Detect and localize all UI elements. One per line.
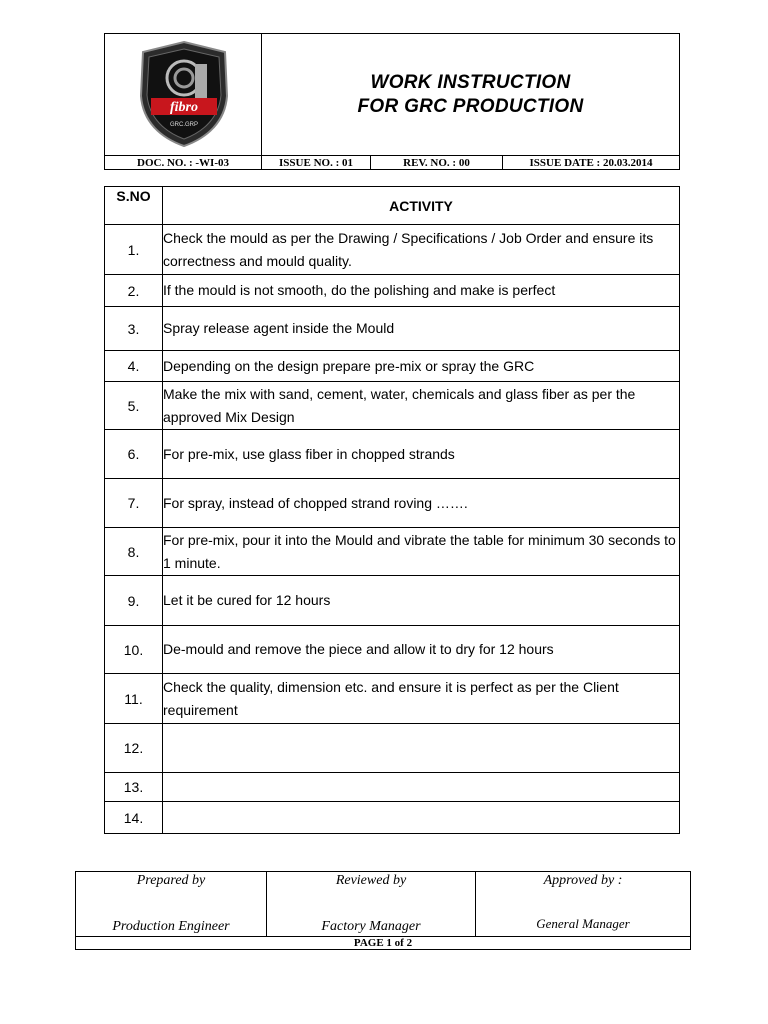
doc-no: DOC. NO. : -WI-03 (105, 156, 262, 170)
row-activity: Check the quality, dimension etc. and ensure it is perfect as per the Client requirement (163, 674, 680, 724)
row-number: 14. (105, 802, 163, 834)
logo-subtext: GRC.GRP (169, 122, 199, 128)
table-row (105, 307, 680, 351)
row-number: 5. (105, 382, 163, 430)
document-header (104, 33, 680, 170)
row-number: 6. (105, 430, 163, 479)
row-number: 4. (105, 351, 163, 382)
row-activity: For spray, instead of chopped strand roving ……. (163, 479, 680, 528)
row-number: 11. (105, 674, 163, 724)
activity-table (104, 186, 680, 834)
logo-text: fibro (170, 100, 198, 115)
fibro-logo (137, 40, 231, 148)
reviewed-label: Reviewed by (335, 873, 407, 888)
table-row (105, 626, 680, 674)
issue-no: ISSUE NO. : 01 (262, 156, 371, 170)
table-header-row (105, 187, 680, 225)
approved-label: Approved by : (543, 873, 623, 888)
table-row (105, 674, 680, 724)
row-number: 3. (105, 307, 163, 351)
table-row (105, 773, 680, 802)
prepared-cell (76, 872, 267, 936)
document-title-line1: WORK INSTRUCTION (370, 71, 571, 93)
row-activity: Make the mix with sand, cement, water, chemicals and glass fiber as per the approved Mix Design (163, 382, 680, 430)
reviewed-by: Factory Manager (321, 919, 421, 934)
row-number: 9. (105, 576, 163, 626)
row-activity: For pre-mix, pour it into the Mould and vibrate the table for minimum 30 seconds to 1 minute. (163, 528, 680, 576)
approved-by: General Manager (536, 916, 630, 931)
table-row (105, 225, 680, 275)
row-number: 8. (105, 528, 163, 576)
table-row (105, 576, 680, 626)
table-row (105, 351, 680, 382)
title-cell (262, 34, 679, 155)
row-activity (163, 773, 680, 802)
signoff-footer (75, 871, 691, 950)
table-row (105, 430, 680, 479)
approved-cell (476, 872, 690, 936)
row-activity (163, 724, 680, 773)
document-title-line2: FOR GRC PRODUCTION (357, 95, 584, 117)
issue-date: ISSUE DATE : 20.03.2014 (529, 157, 653, 169)
row-activity: Depending on the design prepare pre-mix or spray the GRC (163, 351, 680, 382)
table-row (105, 275, 680, 307)
prepared-by: Production Engineer (112, 919, 230, 934)
logo-cell (105, 34, 262, 155)
row-activity (163, 802, 680, 834)
table-row (105, 528, 680, 576)
row-activity: Check the mould as per the Drawing / Specifications / Job Order and ensure its correctness and mould quality. (163, 225, 680, 275)
rev-no: REV. NO. : 00 (371, 156, 503, 170)
row-number: 2. (105, 275, 163, 307)
table-row (105, 724, 680, 773)
row-activity: For pre-mix, use glass fiber in chopped strands (163, 430, 680, 479)
table-row (105, 479, 680, 528)
document-info-row (105, 155, 679, 170)
row-number: 12. (105, 724, 163, 773)
row-number: 13. (105, 773, 163, 802)
page-number: PAGE 1 of 2 (76, 936, 690, 950)
row-activity: Spray release agent inside the Mould (163, 307, 680, 351)
row-activity: Let it be cured for 12 hours (163, 576, 680, 626)
prepared-label: Prepared by (136, 873, 206, 888)
table-row (105, 802, 680, 834)
column-header-sno: S.NO (105, 187, 163, 225)
row-number: 10. (105, 626, 163, 674)
row-number: 1. (105, 225, 163, 275)
row-activity: If the mould is not smooth, do the polishing and make is perfect (163, 275, 680, 307)
reviewed-cell (267, 872, 476, 936)
row-activity: De-mould and remove the piece and allow it to dry for 12 hours (163, 626, 680, 674)
table-row (105, 382, 680, 430)
row-number: 7. (105, 479, 163, 528)
column-header-activity: ACTIVITY (163, 187, 680, 225)
